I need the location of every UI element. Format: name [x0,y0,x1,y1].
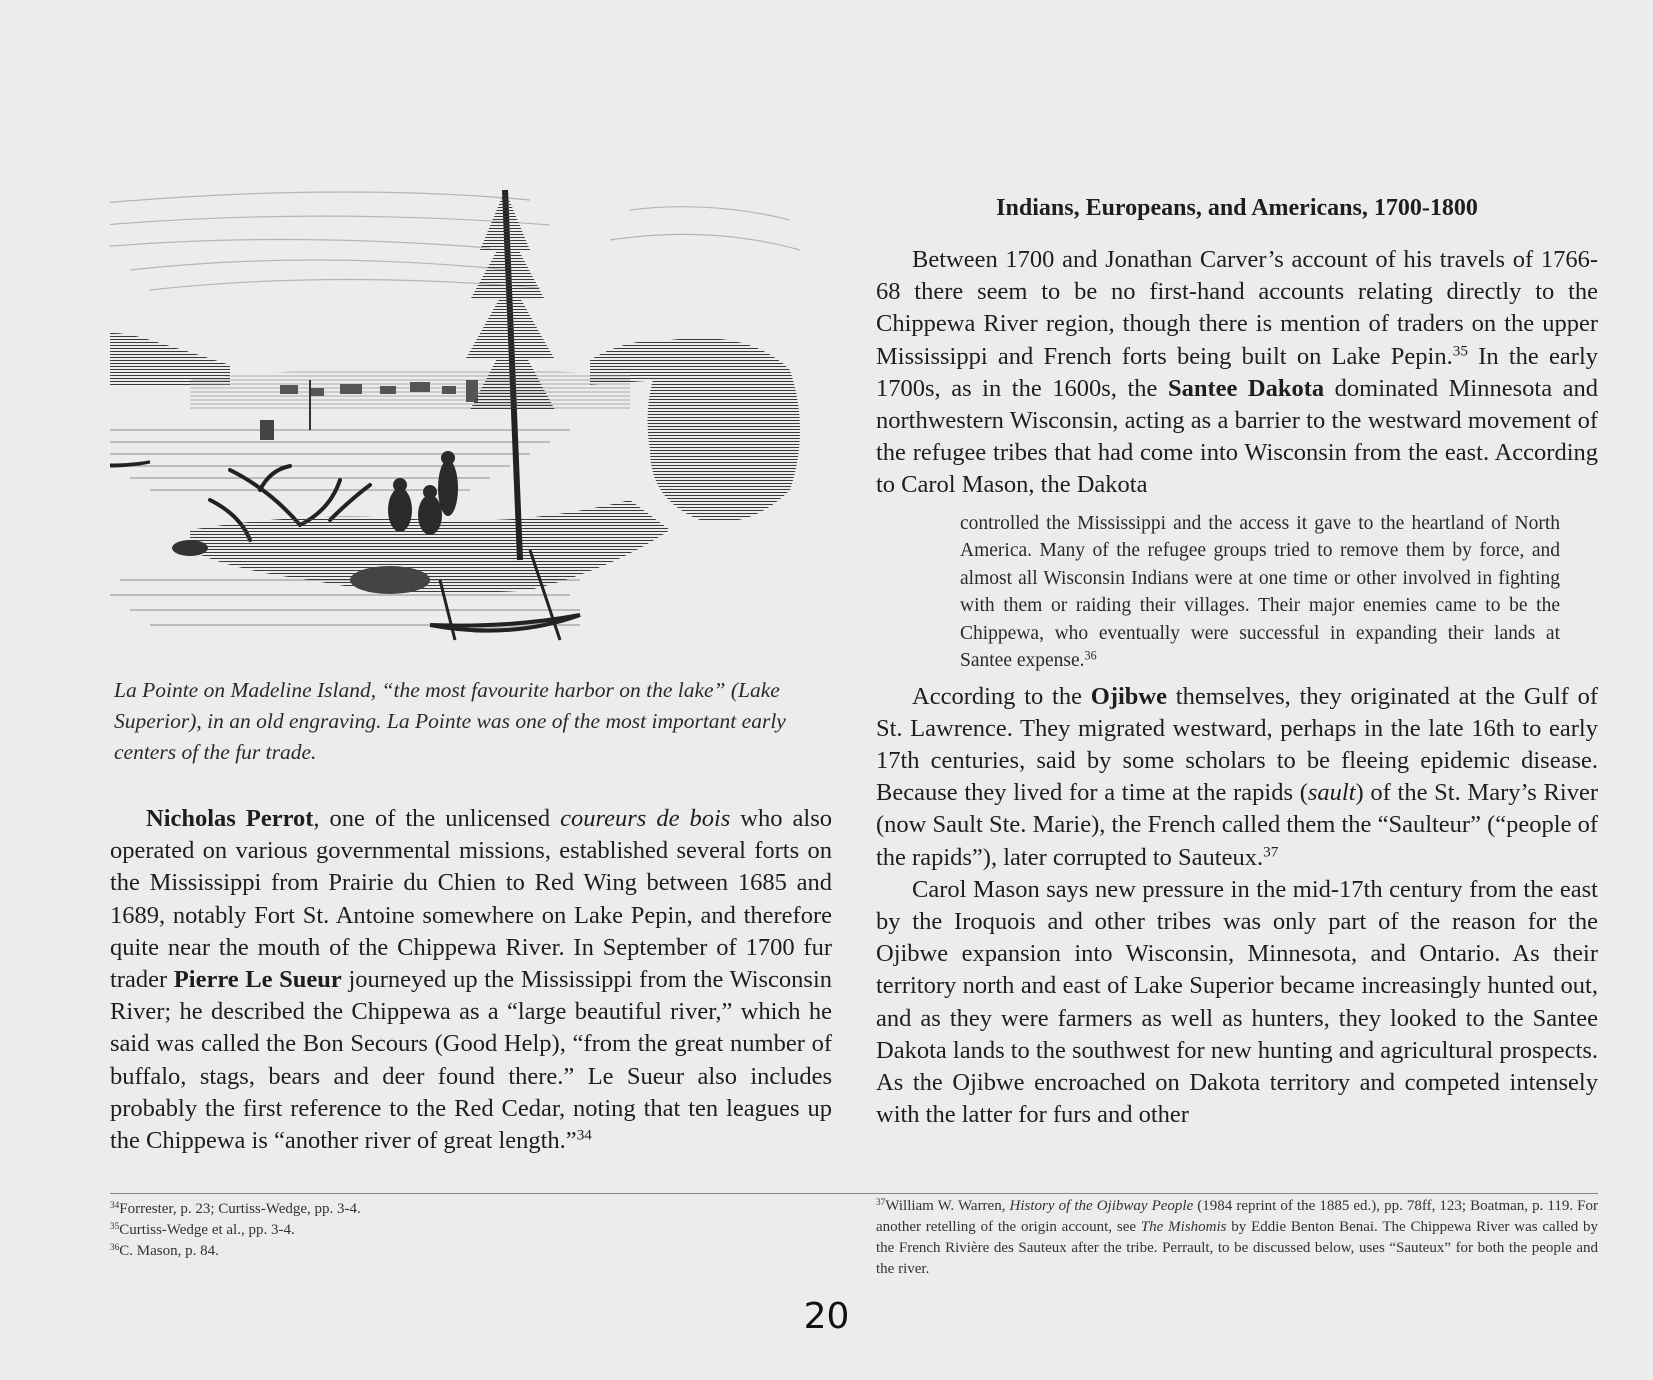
footnote-34 [110,1199,810,1220]
footnote-ref: 36 [1084,648,1097,663]
text-run: In the early 1700s, as in the 1600s, the [876,342,1598,402]
footnote-divider [110,1193,1598,1194]
paragraph-ojibwe-expansion [876,874,1598,1132]
footnote-37 [876,1196,1598,1280]
text-run: Curtiss-Wedge et al., pp. 3-4. [119,1222,295,1238]
bold-term: Ojibwe [1090,682,1167,710]
block-quote-mason [960,510,1560,675]
text-run: controlled the Mississippi and the access it gave to the heartland of North America. Many of the refugee groups tried to remove them by force, and almost all Wisconsin Indians were at one time or other involved in fighting with them or raiding their villages. Their major enemies came to be the Chippewa, who eventually were successful in expanding their lands at Santee expense. [960,512,1560,672]
text-run: by Eddie Benton Benai. The Chippewa River was called by the French Rivière des Sauteux after the tribe. Perrault, to be discussed below, uses “Sauteux” for both the people and the river. [876,1219,1599,1277]
italic-term: sault [1307,779,1356,807]
text-run: C. Mason, p. 84. [119,1243,219,1259]
bold-term: Pierre Le Sueur [173,966,342,994]
footnote-ref: 37 [1263,843,1279,861]
text-run: ) of the St. Mary’s River (now Sault Ste. Marie), the French called them the “Saulteur” (“people of the rapids”), later corrupted to Sauteux. [876,779,1598,871]
footnotes-left [110,1199,810,1262]
italic-term: History of the Ojibway People [1009,1198,1194,1214]
text-run: journeyed up the Mississippi from the Wisconsin River; he described the Chippewa as a “large beautiful river,” which he said was called the Bon Secours (Good Help), “from the great number of buffalo, stags, bears and deer found there.” Le Sueur also includes probably the first reference to the Red Cedar, noting that ten leagues up the Chippewa is “another river of great length.” [110,966,833,1155]
paragraph-carver-account [876,244,1598,502]
footnote-ref: 37 [876,1197,886,1208]
text-run: , one of the unlicensed [313,805,561,832]
figure-caption-text: La Pointe on Madeline Island, “the most favourite harbor on the lake” (Lake Superior), in an old engraving. La Pointe was one of the most important early centers of the fur trade. [114,678,786,764]
text-run: According to the [912,682,1091,710]
bold-term: Santee Dakota [1167,374,1325,402]
la-pointe-engraving-image [110,170,830,670]
text-run: William W. Warren, [885,1198,1010,1214]
footnote-35 [110,1220,810,1241]
left-body-text [110,803,832,1157]
text-run: Carol Mason says new pressure in the mid-17th century from the east by the Iroquois and other tribes was only part of the reason for the Ojibwe expansion into Wisconsin, Minnesota, and Ontario. As their territory north and east of Lake Superior became increasingly hunted out, and as they were farmers as well as hunters, they looked to the Santee Dakota lands to the southwest for new hunting and agricultural prospects. As the Ojibwe encroached on Dakota territory and competed intensely with the latter for furs and other [876,875,1598,1129]
italic-term: The Mishomis [1140,1219,1227,1235]
right-column [876,195,1598,1131]
footnote-ref: 35 [110,1221,120,1232]
page-number: 20 [803,1296,850,1337]
footnotes-right [876,1196,1598,1280]
bold-term: Nicholas Perrot [146,805,314,832]
italic-term: coureurs de bois [560,805,731,832]
text-run: Between 1700 and Jonathan Carver’s account of his travels of 1766-68 there seem to be no first-hand accounts relating directly to the Chippewa River region, though there is mention of traders on the upper Mississippi and French forts being built on Lake Pepin. [876,246,1598,370]
footnote-36 [110,1241,810,1262]
text-run: who also operated on various governmental missions, established several forts on the Mississippi from Prairie du Chien to Red Wing between 1685 and 1689, notably Fort St. Antoine somewhere on Lake Pepin, and therefore quite near the mouth of the Chippewa River. In September of 1700 fur trader [110,805,832,994]
figure-caption [114,675,804,768]
text-run: Forrester, p. 23; Curtiss-Wedge, pp. 3-4. [119,1201,361,1217]
footnote-ref: 35 [1452,342,1468,360]
footnote-ref: 34 [576,1126,592,1144]
section-heading: Indians, Europeans, and Americans, 1700-1800 [996,195,1478,221]
footnote-ref: 36 [110,1242,120,1253]
text-run: themselves, they originated at the Gulf of St. Lawrence. They migrated westward, perhaps in the late 16th to early 17th centuries, said by some scholars to be fleeing epidemic disease. Because they lived for a time at the rapids ( [876,682,1598,807]
text-run: dominated Minnesota and northwestern Wisconsin, acting as a barrier to the westward movement of the refugee tribes that had come into Wisconsin from the east. According to Carol Mason, the Dakota [876,374,1598,499]
paragraph-nicholas-perrot [110,803,832,1157]
text-run: (1984 reprint of the 1885 ed.), pp. 78ff, 123; Boatman, p. 119. For another retelling of the origin account, see [876,1198,1598,1235]
paragraph-ojibwe-origins [876,681,1598,874]
footnote-ref: 34 [110,1200,120,1211]
